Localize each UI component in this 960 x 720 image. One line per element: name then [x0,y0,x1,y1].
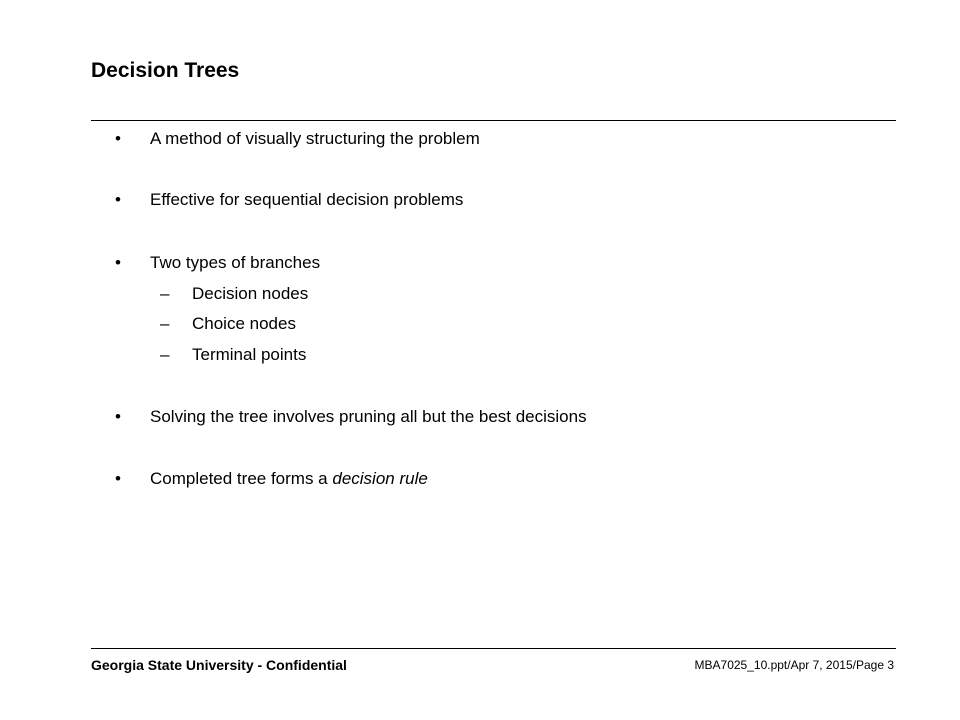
footer-organization: Georgia State University - Confidential [91,657,347,673]
sub-bullet-marker: – [160,284,170,303]
bullet-text: A method of visually structuring the problem [150,129,480,148]
bullet-marker: • [115,190,121,209]
bullet-text [150,468,428,490]
bullet-marker: • [115,129,121,148]
bullet-text: Solving the tree involves pruning all but the best decisions [150,407,587,426]
bullet-text: Two types of branches [150,253,321,272]
bullet-text-plain: Completed tree forms a [150,469,333,488]
sub-bullet-text: Choice nodes [192,314,296,333]
sub-bullet-text: Terminal points [192,345,307,364]
bullet-marker: • [115,407,121,426]
bottom-divider [91,648,896,649]
sub-bullet-marker: – [160,314,170,333]
bullet-marker: • [115,253,121,272]
bullet-text-emphasis: decision rule [332,469,428,488]
slide-title: Decision Trees [91,59,240,82]
bullet-marker: • [115,469,121,488]
bullet-text: Effective for sequential decision problems [150,190,464,209]
footer-page-info: MBA7025_10.ppt/Apr 7, 2015/Page 3 [694,658,894,672]
top-divider [91,120,896,121]
sub-bullet-text: Decision nodes [192,284,309,303]
sub-bullet-marker: – [160,345,170,364]
